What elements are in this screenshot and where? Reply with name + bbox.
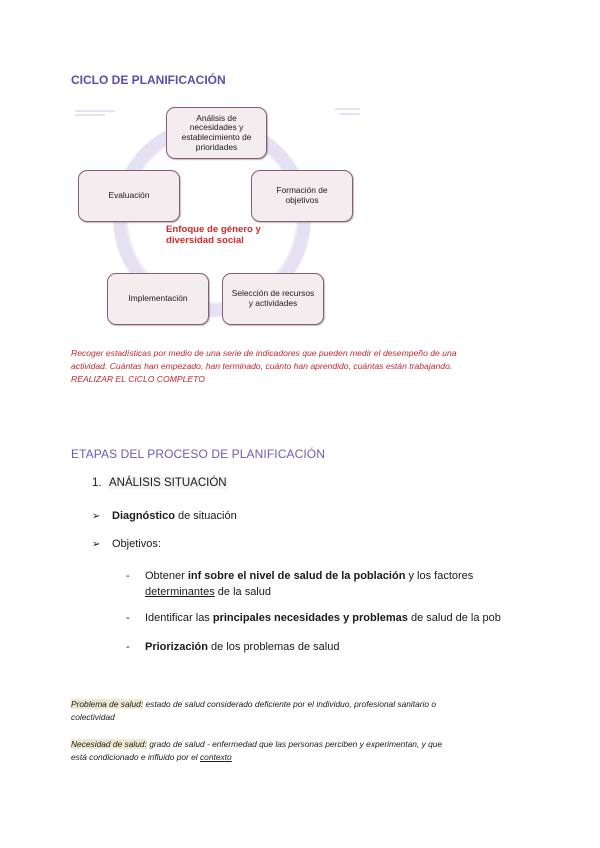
cycle-box-seleccion: Selección de recursos y actividades xyxy=(222,273,324,325)
objetivos-label: Objetivos: xyxy=(112,538,161,550)
necesidad-text1: grado de salud - enfermedad que las personas perciben y experimentan, y que xyxy=(149,739,443,749)
cycle-note xyxy=(71,347,551,386)
cycle-box-analisis: Análisis de necesidades y establecimiento de prioridades xyxy=(166,107,267,159)
necesidad-contexto: contexto xyxy=(199,752,232,762)
cycle-note-line3: REALIZAR EL CICLO COMPLETO xyxy=(71,374,205,384)
dash-bullet: - xyxy=(126,612,130,624)
definition-problema xyxy=(71,698,541,724)
item3-bold: Priorización xyxy=(145,641,208,653)
dash-bullet: - xyxy=(126,570,130,582)
item3-post: de los problemas de salud xyxy=(211,641,340,653)
diagnostico-rest: de situación xyxy=(178,510,237,522)
item2-bold: principales necesidades y problemas xyxy=(212,612,408,624)
objetivo-item-3 xyxy=(126,641,339,653)
step-heading xyxy=(92,477,228,489)
cycle-box-formacion: Formación de objetivos xyxy=(251,170,353,222)
item1-pre: Obtener xyxy=(145,570,185,582)
step-number: 1. xyxy=(92,477,102,489)
necesidad-text2-pre: está condicionado e influido por el xyxy=(71,752,198,762)
definition-necesidad xyxy=(71,738,541,764)
objetivo-item-2 xyxy=(126,612,501,624)
bullet-diagnostico xyxy=(92,510,237,522)
item2-pre: Identificar las xyxy=(145,612,210,624)
planning-cycle-diagram xyxy=(70,100,370,330)
objetivo-item-1 xyxy=(126,568,473,600)
necesidad-term: Necesidad de salud: xyxy=(71,739,147,749)
dash-bullet: - xyxy=(126,641,130,653)
cycle-center-text: Enfoque de género y diversidad social xyxy=(166,224,261,246)
problema-text2: colectividad xyxy=(71,712,115,722)
item2-post: de salud de la pob xyxy=(410,612,501,624)
item1-line2-rest: de la salud xyxy=(217,586,271,598)
cycle-note-line2: actividad. Cuántas han empezado, han terminado, cuánto han aprendido, cuántas están trabajando. xyxy=(71,361,453,371)
problema-text1: estado de salud considerado deficiente por el individuo, profesional sanitario o xyxy=(145,699,437,709)
problema-term: Problema de salud: xyxy=(71,699,144,709)
arrow-bullet-icon: ➢ xyxy=(92,538,101,550)
section-title-ciclo: CICLO DE PLANIFICACIÓN xyxy=(71,73,226,87)
cycle-box-evaluacion: Evaluación xyxy=(78,170,180,222)
section-title-etapas: ETAPAS DEL PROCESO DE PLANIFICACIÓN xyxy=(71,447,325,461)
step-label: ANÁLISIS SITUACIÓN xyxy=(109,477,227,489)
item1-post: y los factores xyxy=(408,570,474,582)
bullet-objetivos xyxy=(92,538,161,550)
item1-bold: inf sobre el nivel de salud de la población xyxy=(187,570,406,582)
diagnostico-bold: Diagnóstico xyxy=(112,510,175,522)
item1-determinantes: determinantes xyxy=(145,586,215,598)
cycle-box-implementacion: Implementación xyxy=(107,273,209,325)
arrow-bullet-icon: ➢ xyxy=(92,510,101,522)
cycle-note-line1: Recoger estadísticas por medio de una serie de indicadores que pueden medir el desempeño de una xyxy=(71,348,457,358)
